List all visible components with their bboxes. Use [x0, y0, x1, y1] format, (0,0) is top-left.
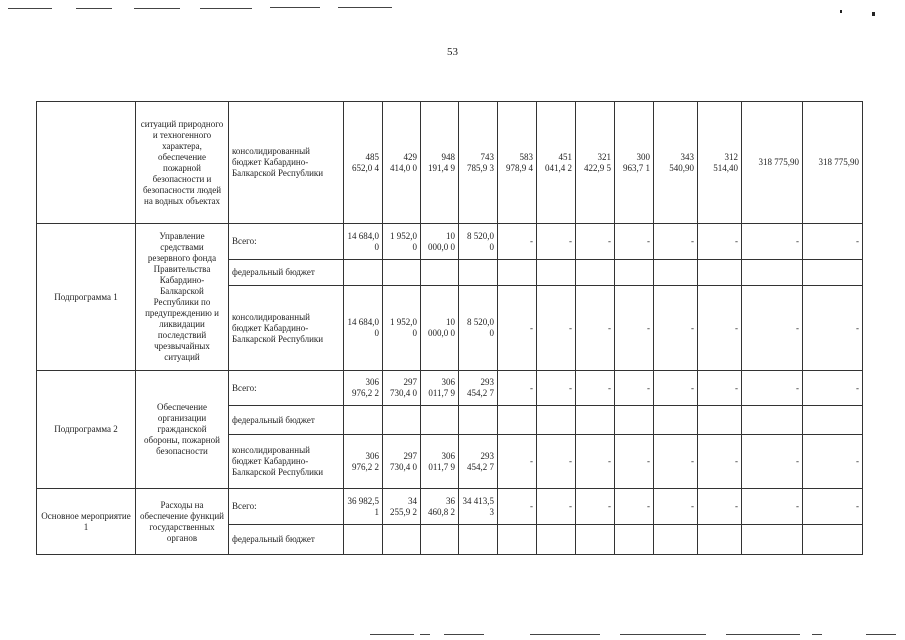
funding-source-cell: консолидированный бюджет Кабардино-Балкарской Республики	[229, 286, 344, 371]
amount-cell	[421, 406, 459, 435]
funding-source-cell: Всего:	[229, 489, 344, 525]
amount-cell: 34 413,5 3	[459, 489, 498, 525]
amount-cell	[537, 260, 576, 286]
amount-cell: -	[615, 435, 654, 489]
amount-cell	[383, 406, 421, 435]
amount-cell: -	[498, 489, 537, 525]
amount-cell	[459, 406, 498, 435]
amount-cell: 14 684,0 0	[344, 286, 383, 371]
amount-cell: 321 422,9 5	[576, 102, 615, 224]
amount-cell: -	[742, 224, 803, 260]
amount-cell	[742, 260, 803, 286]
amount-cell: 300 963,7 1	[615, 102, 654, 224]
amount-cell	[576, 406, 615, 435]
amount-cell	[698, 406, 742, 435]
program-cell: Подпрограмма 2	[37, 371, 136, 489]
amount-cell	[383, 525, 421, 555]
amount-cell: -	[615, 286, 654, 371]
measure-name-cell: Обеспечение организации гражданской обороны, пожарной безопасности	[136, 371, 229, 489]
amount-cell	[654, 260, 698, 286]
amount-cell	[615, 260, 654, 286]
amount-cell	[421, 260, 459, 286]
amount-cell: -	[537, 371, 576, 406]
amount-cell: -	[498, 371, 537, 406]
measure-name-cell: Управление средствами резервного фонда Правительства Кабардино-Балкарской Республики по предупреждению и ликвидации последствий чрезвычайных ситуаций	[136, 224, 229, 371]
amount-cell	[698, 525, 742, 555]
amount-cell	[383, 260, 421, 286]
amount-cell: -	[537, 224, 576, 260]
amount-cell	[537, 525, 576, 555]
amount-cell	[615, 406, 654, 435]
amount-cell: -	[742, 489, 803, 525]
amount-cell: 36 982,5 1	[344, 489, 383, 525]
amount-cell: -	[698, 489, 742, 525]
amount-cell: 293 454,2 7	[459, 435, 498, 489]
funding-source-cell: федеральный бюджет	[229, 525, 344, 555]
amount-cell	[344, 260, 383, 286]
funding-source-cell: консолидированный бюджет Кабардино-Балкарской Республики	[229, 435, 344, 489]
amount-cell: -	[742, 286, 803, 371]
amount-cell: 306 011,7 9	[421, 435, 459, 489]
funding-source-cell: федеральный бюджет	[229, 260, 344, 286]
page-number: 53	[447, 46, 458, 58]
amount-cell	[344, 406, 383, 435]
funding-source-cell: Всего:	[229, 371, 344, 406]
amount-cell: 429 414,0 0	[383, 102, 421, 224]
amount-cell: 297 730,4 0	[383, 371, 421, 406]
amount-cell: -	[803, 489, 863, 525]
amount-cell: 306 011,7 9	[421, 371, 459, 406]
amount-cell	[576, 525, 615, 555]
amount-cell: 1 952,0 0	[383, 286, 421, 371]
amount-cell: -	[742, 371, 803, 406]
amount-cell: 1 952,0 0	[383, 224, 421, 260]
funding-source-cell: консолидированный бюджет Кабардино-Балкарской Республики	[229, 102, 344, 224]
budget-table	[36, 101, 863, 555]
amount-cell	[344, 525, 383, 555]
amount-cell: -	[803, 435, 863, 489]
table-row	[37, 371, 863, 406]
amount-cell	[654, 525, 698, 555]
amount-cell: -	[498, 286, 537, 371]
amount-cell: 948 191,4 9	[421, 102, 459, 224]
amount-cell: -	[576, 371, 615, 406]
amount-cell: -	[576, 286, 615, 371]
table-row	[37, 489, 863, 525]
program-cell	[37, 102, 136, 224]
table-row	[37, 224, 863, 260]
amount-cell	[498, 525, 537, 555]
amount-cell: -	[654, 489, 698, 525]
amount-cell: -	[576, 489, 615, 525]
table-row	[37, 102, 863, 224]
amount-cell: 485 652,0 4	[344, 102, 383, 224]
amount-cell	[803, 260, 863, 286]
amount-cell	[421, 525, 459, 555]
amount-cell: -	[698, 435, 742, 489]
amount-cell: 318 775,90	[742, 102, 803, 224]
amount-cell: 583 978,9 4	[498, 102, 537, 224]
amount-cell: -	[654, 224, 698, 260]
amount-cell: -	[498, 224, 537, 260]
amount-cell: -	[742, 435, 803, 489]
amount-cell: -	[576, 435, 615, 489]
amount-cell: 10 000,0 0	[421, 224, 459, 260]
amount-cell: 306 976,2 2	[344, 371, 383, 406]
amount-cell: -	[537, 435, 576, 489]
amount-cell: -	[615, 224, 654, 260]
amount-cell	[654, 406, 698, 435]
scan-speck	[840, 10, 842, 13]
amount-cell: -	[615, 371, 654, 406]
amount-cell	[803, 406, 863, 435]
measure-name-cell: ситуаций природного и техногенного характера, обеспечение пожарной безопасности и безопасности людей на водных объектах	[136, 102, 229, 224]
amount-cell: 8 520,0 0	[459, 224, 498, 260]
amount-cell: -	[654, 371, 698, 406]
amount-cell	[498, 406, 537, 435]
amount-cell: 297 730,4 0	[383, 435, 421, 489]
amount-cell: -	[498, 435, 537, 489]
amount-cell: -	[698, 371, 742, 406]
amount-cell: 306 976,2 2	[344, 435, 383, 489]
amount-cell: 743 785,9 3	[459, 102, 498, 224]
amount-cell: -	[576, 224, 615, 260]
amount-cell: -	[803, 371, 863, 406]
amount-cell: 34 255,9 2	[383, 489, 421, 525]
amount-cell: -	[537, 286, 576, 371]
amount-cell	[537, 406, 576, 435]
measure-name-cell: Расходы на обеспечение функций государственных органов	[136, 489, 229, 555]
amount-cell: 343 540,90	[654, 102, 698, 224]
amount-cell: 14 684,0 0	[344, 224, 383, 260]
amount-cell: -	[537, 489, 576, 525]
amount-cell	[742, 406, 803, 435]
amount-cell: -	[803, 224, 863, 260]
program-cell: Подпрограмма 1	[37, 224, 136, 371]
amount-cell: -	[654, 286, 698, 371]
amount-cell: -	[654, 435, 698, 489]
amount-cell: -	[803, 286, 863, 371]
amount-cell	[498, 260, 537, 286]
amount-cell: 293 454,2 7	[459, 371, 498, 406]
amount-cell	[459, 260, 498, 286]
amount-cell: 8 520,0 0	[459, 286, 498, 371]
amount-cell: 451 041,4 2	[537, 102, 576, 224]
program-cell: Основное мероприятие 1	[37, 489, 136, 555]
scan-speck	[872, 12, 875, 16]
amount-cell: 10 000,0 0	[421, 286, 459, 371]
amount-cell	[576, 260, 615, 286]
amount-cell: 312 514,40	[698, 102, 742, 224]
amount-cell	[615, 525, 654, 555]
amount-cell: 318 775,90	[803, 102, 863, 224]
funding-source-cell: федеральный бюджет	[229, 406, 344, 435]
amount-cell: -	[698, 224, 742, 260]
funding-source-cell: Всего:	[229, 224, 344, 260]
amount-cell: -	[698, 286, 742, 371]
amount-cell: -	[615, 489, 654, 525]
amount-cell: 36 460,8 2	[421, 489, 459, 525]
amount-cell	[459, 525, 498, 555]
amount-cell	[742, 525, 803, 555]
amount-cell	[698, 260, 742, 286]
amount-cell	[803, 525, 863, 555]
